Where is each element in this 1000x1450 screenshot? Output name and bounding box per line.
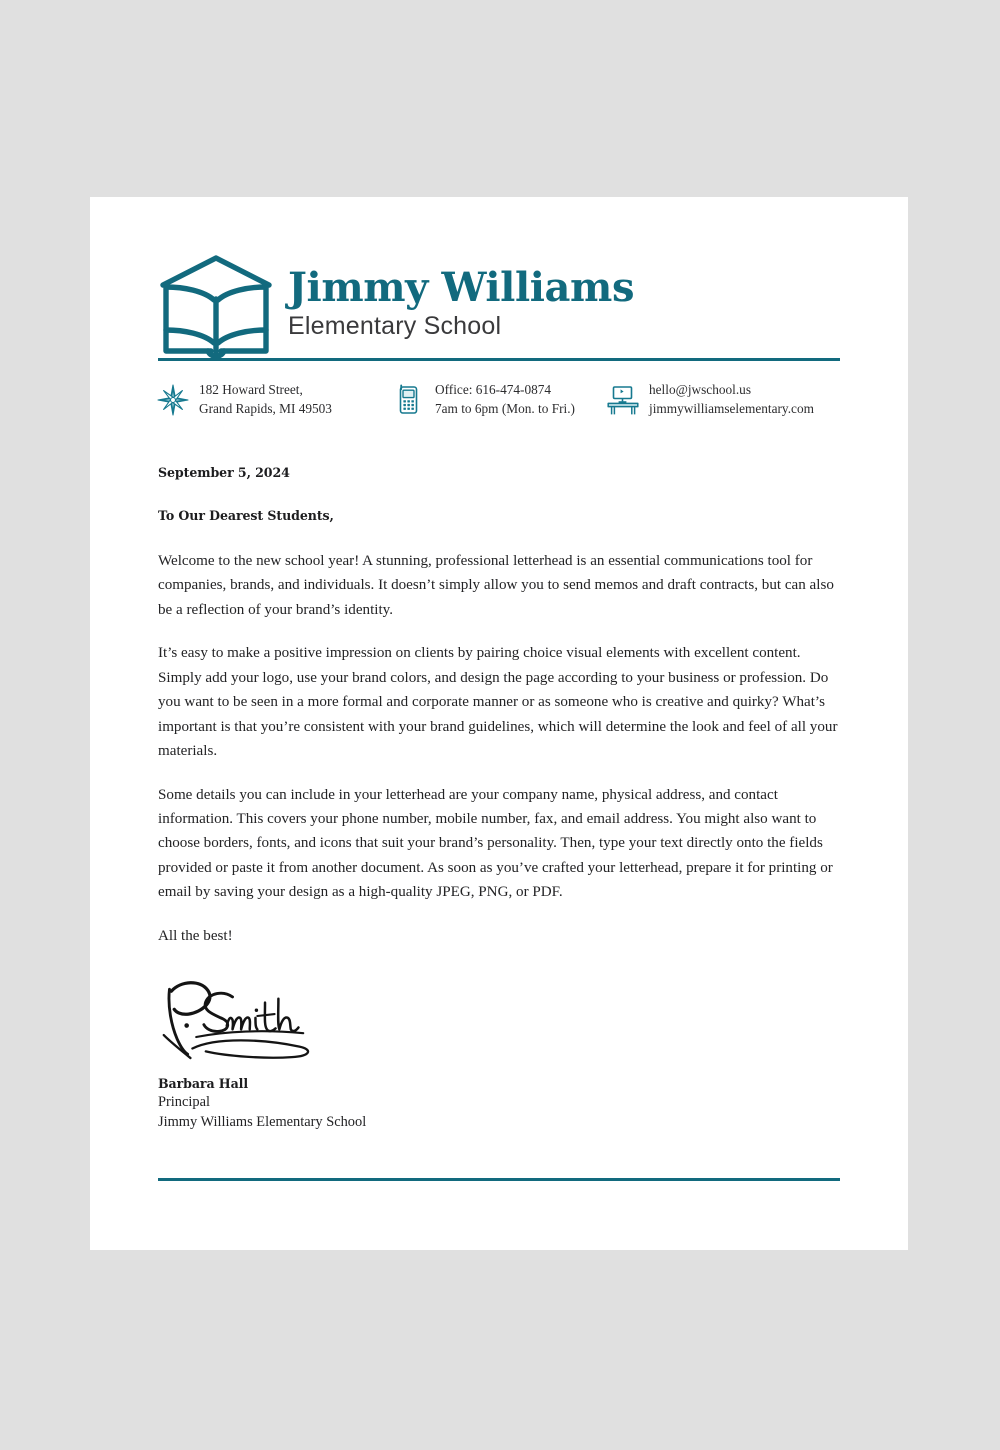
open-book-house-logo	[158, 252, 274, 364]
phone-text	[435, 381, 575, 419]
compass-star-icon	[156, 383, 190, 417]
letter-paragraph-1: Welcome to the new school year! A stunning, professional letterhead is an essential communications tool for companies, brands, and individuals. It doesn’t simply allow you to send memos and draft contracts, but can also be a reflection of your brand’s identity.	[158, 553, 834, 618]
address-line-2: Grand Rapids, MI 49503	[199, 400, 332, 416]
computer-desk-icon	[606, 383, 640, 417]
contact-item-web	[606, 381, 840, 419]
phone-line-1: Office: 616-474-0874	[435, 382, 552, 397]
web-text	[649, 381, 814, 419]
letter-paragraph-3: Some details you can include in your letterhead are your company name, physical address, and contact information. This covers your phone number, mobile number, fax, and email address. You might also want to choose borders, fonts, and icons that suit your brand’s personality. Then, type your text directly onto the fields provided or paste it from another document. As soon as you’ve crafted your letterhead, prepare it for printing or email by saving your design as a high-quality JPEG, PNG, or PDF.	[158, 786, 833, 901]
letter-closing: All the best!	[158, 927, 233, 944]
letterhead-header	[158, 245, 840, 370]
signer-organization: Jimmy Williams Elementary School	[158, 1114, 367, 1130]
brand-text-group	[288, 263, 635, 348]
mobile-phone-icon	[392, 383, 426, 417]
letterhead-page	[90, 197, 908, 1250]
signer-role: Principal	[158, 1094, 210, 1111]
handwritten-signature	[158, 970, 330, 1062]
letter-date: September 5, 2024	[158, 465, 290, 480]
contact-item-phone	[392, 381, 606, 419]
address-text	[199, 381, 332, 419]
signer-info	[158, 1076, 840, 1133]
letter-body	[158, 465, 840, 1133]
letter-salutation: To Our Dearest Students,	[158, 508, 334, 523]
address-line-1: 182 Howard Street,	[199, 382, 303, 397]
page-title: Jimmy Williams	[288, 263, 635, 311]
signature-block	[158, 970, 840, 1133]
signer-name: Barbara Hall	[158, 1076, 249, 1092]
contact-strip	[156, 381, 840, 419]
brand-subtitle: Elementary School	[288, 311, 502, 340]
footer-divider-rule	[158, 1178, 840, 1181]
website-url: jimmywilliamselementary.com	[649, 400, 814, 416]
header-divider-rule	[158, 358, 840, 361]
email-address: hello@jwschool.us	[649, 382, 751, 397]
contact-item-address	[156, 381, 392, 419]
phone-line-2: 7am to 6pm (Mon. to Fri.)	[435, 400, 575, 416]
letter-paragraph-2: It’s easy to make a positive impression on clients by pairing choice visual elements with excellent content. Simply add your logo, use your brand colors, and design the page according to your business or profession. Do you want to be seen in a more formal and corporate manner or as someone who is creative and quirky? What’s important is that you’re consistent with your brand guidelines, which will determine the look and feel of all your materials.	[158, 645, 838, 760]
